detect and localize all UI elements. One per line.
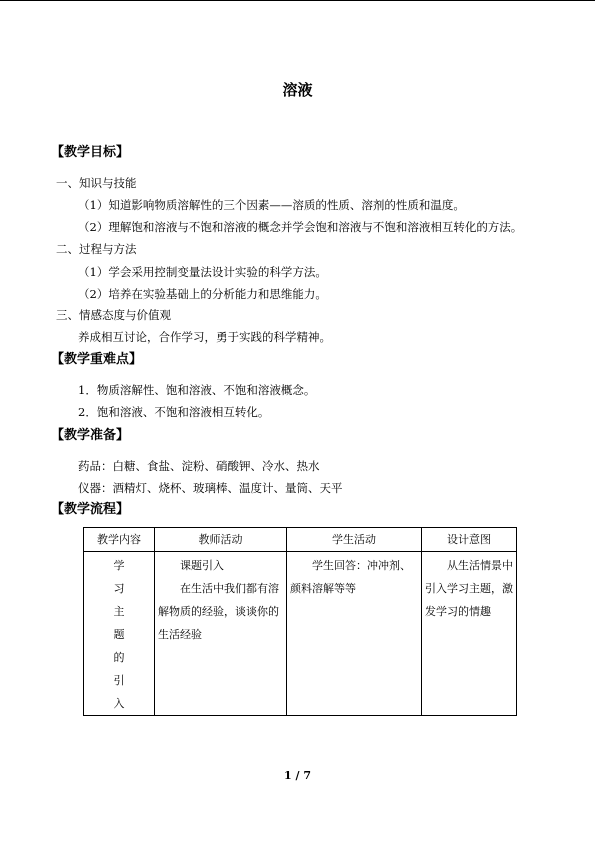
content-char: 入 — [113, 697, 125, 710]
table-row — [84, 552, 517, 716]
content-char: 的 — [113, 651, 125, 664]
table-header-cell: 教师活动 — [155, 528, 287, 552]
objectives-item-2-1: （1）学会采用控制变量法设计实验的科学方法。 — [78, 265, 327, 279]
objectives-item-2-2: （2）培养在实验基础上的分析能力和思维能力。 — [78, 287, 327, 301]
objectives-part1: 一、知识与技能 — [56, 176, 137, 190]
preparation-instruments: 仪器：酒精灯、烧杯、玻璃棒、温度计、量筒、天平 — [78, 481, 343, 495]
student-activity-cell — [287, 552, 422, 716]
objectives-heading: 【教学目标】 — [51, 145, 130, 160]
top-border-line — [0, 0, 595, 1]
keypoints-item-2: 2．饱和溶液、不饱和溶液相互转化。 — [78, 405, 270, 419]
objectives-part3: 三、情感态度与价值观 — [56, 308, 171, 322]
process-table — [83, 527, 517, 716]
page-number: 1 / 7 — [284, 769, 311, 782]
table-header-cell: 设计意图 — [422, 528, 517, 552]
table-header-cell: 学生活动 — [287, 528, 422, 552]
content-char: 题 — [113, 628, 125, 641]
student-activity-text: 学生回答：冲冲剂、颜料溶解等等 — [290, 559, 411, 595]
objectives-item-3-1: 养成相互讨论，合作学习，勇于实践的科学精神。 — [78, 330, 331, 344]
teacher-activity-line-1: 课题引入 — [180, 559, 224, 572]
content-char: 学 — [113, 559, 125, 572]
preparation-drugs: 药品：白糖、食盐、淀粉、硝酸钾、冷水、热水 — [78, 459, 320, 473]
objectives-item-1-2: （2）理解饱和溶液与不饱和溶液的概念并学会饱和溶液与不饱和溶液相互转化的方法。 — [78, 220, 523, 234]
table-header-row — [84, 528, 517, 552]
keypoints-heading: 【教学重难点】 — [51, 352, 143, 367]
objectives-part2: 二、过程与方法 — [56, 242, 137, 256]
design-intent-text: 从生活情景中引入学习主题，激发学习的情趣 — [425, 559, 513, 618]
process-heading: 【教学流程】 — [51, 502, 130, 517]
content-char: 主 — [113, 605, 125, 618]
content-char: 引 — [113, 674, 125, 687]
content-char: 习 — [113, 582, 125, 595]
teacher-activity-line-2: 在生活中我们都有溶解物质的经验，谈谈你的生活经验 — [158, 582, 279, 641]
content-cell — [84, 552, 155, 716]
design-intent-cell — [422, 552, 517, 716]
objectives-item-1-1: （1）知道影响物质溶解性的三个因素——溶质的性质、溶剂的性质和温度。 — [78, 198, 465, 212]
preparation-heading: 【教学准备】 — [51, 428, 130, 443]
teacher-activity-cell — [155, 552, 287, 716]
table-header-cell: 教学内容 — [84, 528, 155, 552]
keypoints-item-1: 1．物质溶解性、饱和溶液、不饱和溶液概念。 — [78, 383, 316, 397]
document-title: 溶液 — [282, 81, 313, 99]
